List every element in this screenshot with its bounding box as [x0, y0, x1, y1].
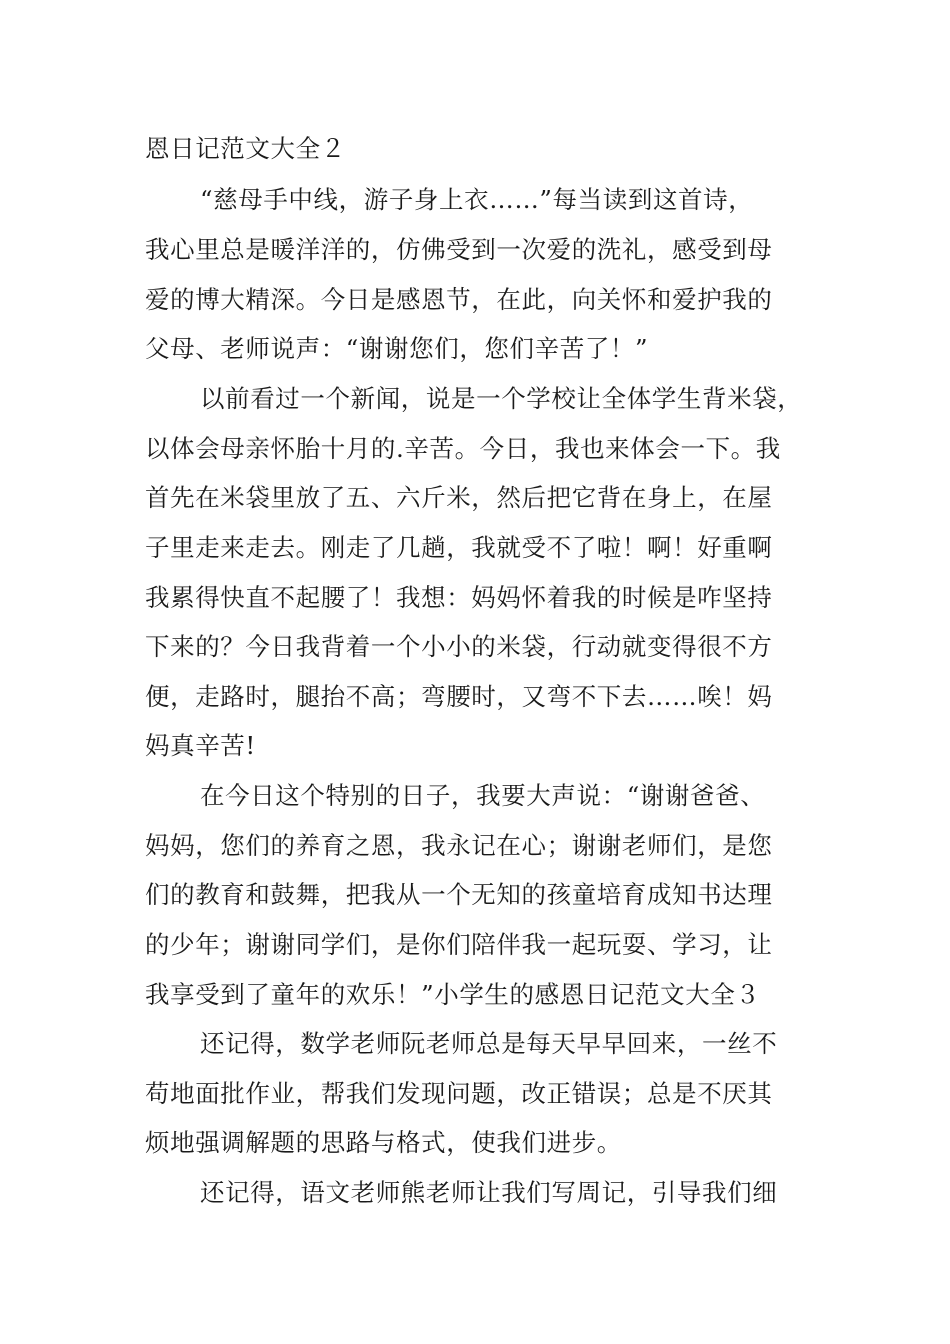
text-line: 首先在米袋里放了五、六斤米，然后把它背在身上，在屋	[145, 483, 773, 512]
text-line: 苟地面批作业，帮我们发现问题，改正错误；总是不厌其	[145, 1079, 773, 1108]
text-line: 在今日这个特别的日子，我要大声说：“谢谢爸爸、	[200, 781, 766, 810]
text-line: 的少年；谢谢同学们，是你们陪伴我一起玩耍、学习，让	[145, 930, 773, 959]
text-line: 我累得快直不起腰了！我想：妈妈怀着我的时候是咋坚持	[145, 583, 773, 612]
text-line: 妈真辛苦!	[145, 731, 256, 760]
text-line: 我心里总是暖洋洋的，仿佛受到一次爱的洗礼，感受到母	[145, 235, 773, 264]
text-line: 们的教育和鼓舞，把我从一个无知的孩童培育成知书达理	[145, 880, 773, 909]
text-line: 恩日记范文大全２	[145, 134, 346, 163]
text-line: 下来的？今日我背着一个小小的米袋，行动就变得很不方	[145, 632, 773, 661]
text-line: 还记得，语文老师熊老师让我们写周记，引导我们细	[200, 1178, 778, 1207]
text-line: 以前看过一个新闻，说是一个学校让全体学生背米袋，	[200, 384, 803, 413]
text-line: 妈妈，您们的养育之恩，我永记在心；谢谢老师们，是您	[145, 831, 773, 860]
text-line: 爱的博大精深。今日是感恩节，在此，向关怀和爱护我的	[145, 285, 773, 314]
text-line: 烦地强调解题的思路与格式，使我们进步。	[145, 1128, 622, 1157]
text-line: “慈母手中线，游子身上衣……”每当读到这首诗，	[200, 185, 754, 214]
text-line: 以体会母亲怀胎十月的.辛苦。今日，我也来体会一下。我	[145, 434, 781, 463]
text-line: 我享受到了童年的欢乐！”小学生的感恩日记范文大全３	[145, 980, 761, 1009]
text-line: 子里走来走去。刚走了几趟，我就受不了啦！啊！好重啊	[145, 533, 773, 562]
text-line: 还记得，数学老师阮老师总是每天早早回来，一丝不	[200, 1029, 778, 1058]
text-line: 父母、老师说声：“谢谢您们，您们辛苦了！”	[145, 334, 649, 363]
text-line: 便，走路时，腿抬不高；弯腰时，又弯不下去……唉！妈	[145, 682, 773, 711]
